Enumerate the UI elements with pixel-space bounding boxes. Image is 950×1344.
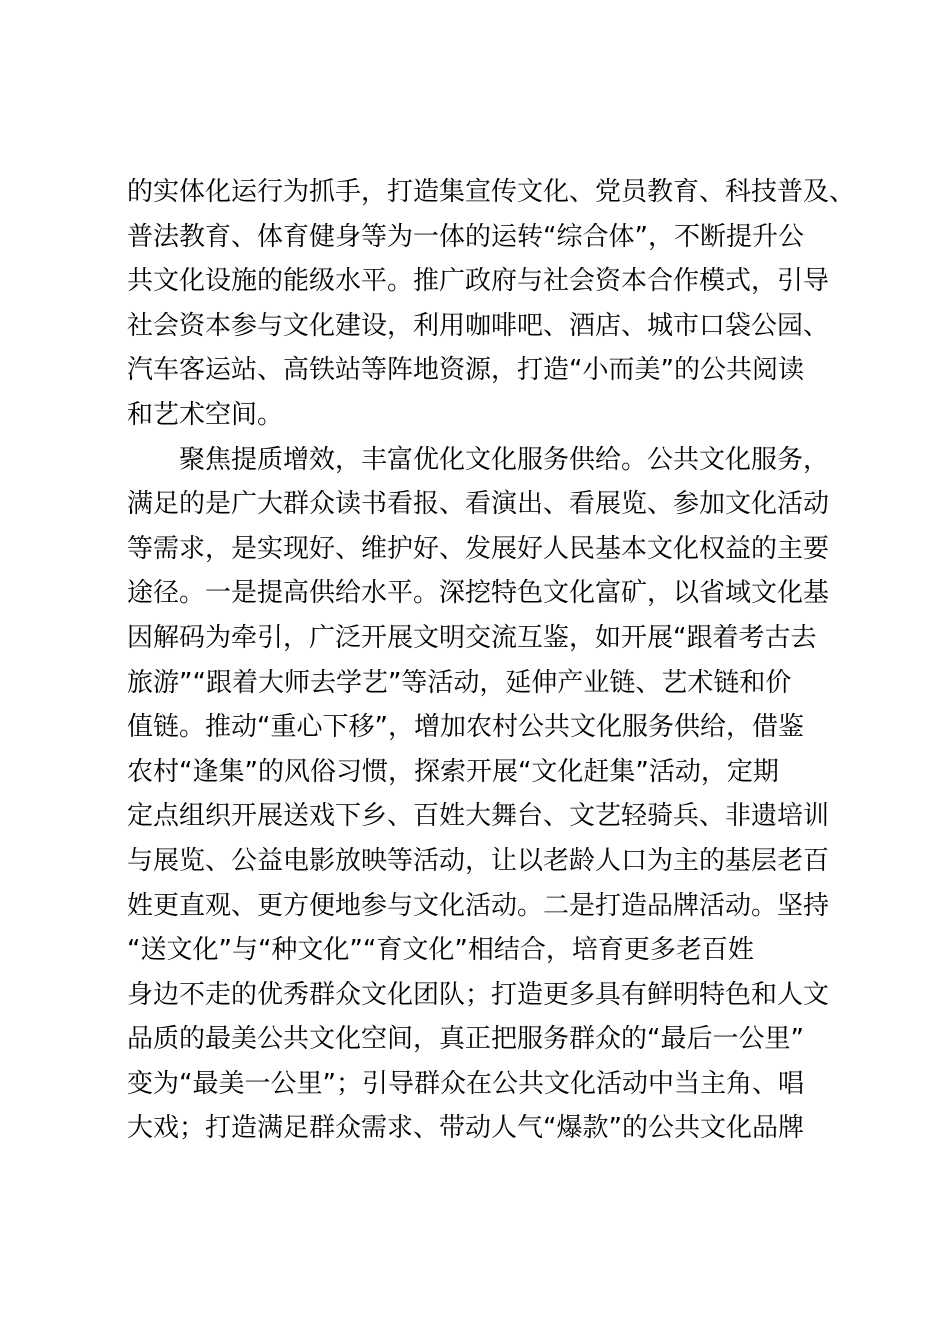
- text-line: 的实体化运行为抓手，打造集宣传文化、党员教育、科技普及、: [127, 177, 856, 207]
- text-line: 因解码为牵引，广泛开展文明交流互鉴，如开展“跟着考古去: [127, 622, 817, 653]
- text-line: 值链。推动“重心下移”，增加农村公共文化服务供给，借鉴: [127, 712, 804, 743]
- text-line: 变为“最美一公里”；引导群众在公共文化活动中当主角、唱: [127, 1068, 804, 1099]
- text-line: 农村“逢集”的风俗习惯，探索开展“文化赶集”活动，定期: [127, 756, 779, 787]
- text-line: 和艺术空间。: [127, 399, 284, 430]
- text-line: 途径。一是提高供给水平。深挖特色文化富矿，以省域文化基: [127, 578, 830, 609]
- text-line: 共文化设施的能级水平。推广政府与社会资本合作模式，引导: [127, 266, 830, 297]
- text-line: 身边不走的优秀群众文化团队；打造更多具有鲜明特色和人文: [127, 979, 830, 1010]
- text-line: 聚焦提质增效，丰富优化文化服务供给。公共文化服务，: [127, 444, 830, 475]
- text-line: 满足的是广大群众读书看报、看演出、看展览、参加文化活动: [127, 489, 830, 520]
- text-line: 与展览、公益电影放映等活动，让以老龄人口为主的基层老百: [127, 845, 830, 876]
- text-line: “送文化”与“种文化”“育文化”相结合，培育更多老百姓: [127, 935, 754, 966]
- text-line: 旅游”“跟着大师去学艺”等活动，延伸产业链、艺术链和价: [127, 667, 792, 698]
- text-line: 汽车客运站、高铁站等阵地资源，打造“小而美”的公共阅读: [127, 355, 804, 386]
- text-line: 普法教育、体育健身等为一体的运转“综合体”，不断提升公: [127, 221, 804, 252]
- text-line: 大戏；打造满足群众需求、带动人气“爆款”的公共文化品牌: [127, 1113, 804, 1144]
- text-line: 品质的最美公共文化空间，真正把服务群众的“最后一公里”: [127, 1024, 804, 1055]
- text-line: 定点组织开展送戏下乡、百姓大舞台、文艺轻骑兵、非遗培训: [127, 801, 830, 832]
- text-line: 等需求，是实现好、维护好、发展好人民基本文化权益的主要: [127, 533, 830, 564]
- body-text: [127, 170, 856, 1151]
- text-line: 社会资本参与文化建设，利用咖啡吧、酒店、城市口袋公园、: [127, 310, 830, 341]
- text-line: 姓更直观、更方便地参与文化活动。二是打造品牌活动。坚持: [127, 890, 830, 921]
